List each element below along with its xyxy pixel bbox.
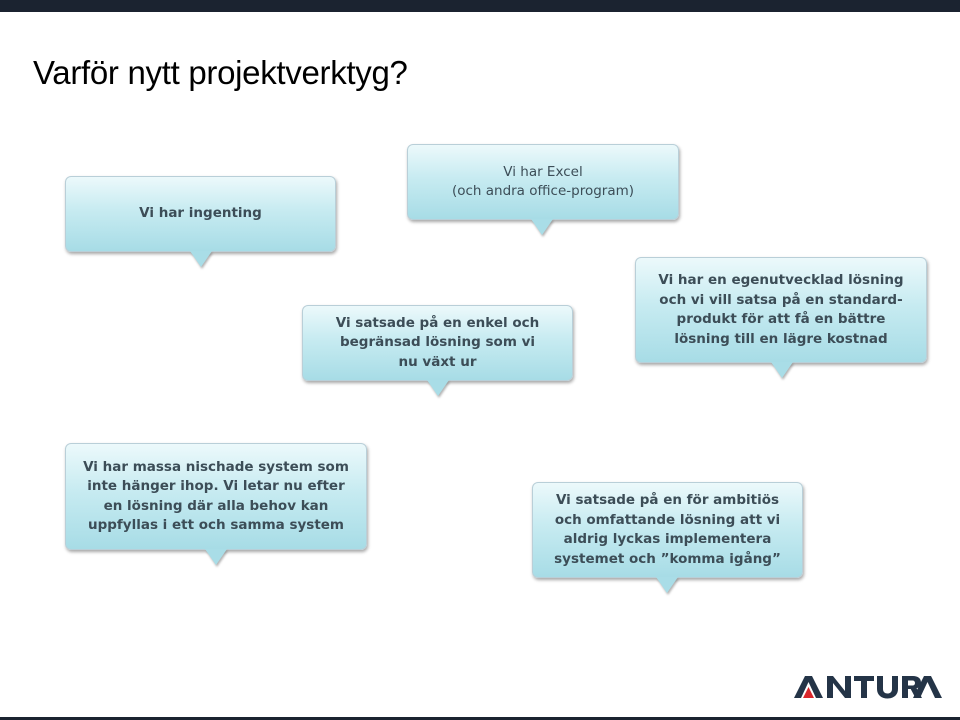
speech-bubble-ingenting xyxy=(65,176,336,252)
bubble-text: Vi satsade på en enkel och begränsad lösning som vi nu växt ur xyxy=(335,314,540,370)
speech-bubble-excel xyxy=(407,144,679,220)
speech-bubble-egenutvecklad xyxy=(635,257,927,363)
bubble-tail xyxy=(656,577,678,593)
top-bar xyxy=(0,0,960,12)
antura-logo xyxy=(792,672,942,702)
antura-logo-mark xyxy=(792,672,942,702)
bubble-text: Vi har massa nischade system som inte hänger ihop. Vi letar nu efter en lösning där alla behov kan uppfyllas i ett och samma system xyxy=(83,458,349,533)
bubble-tail xyxy=(531,219,553,235)
bubble-tail xyxy=(427,380,449,396)
bubble-tail xyxy=(771,362,793,378)
bubble-tail xyxy=(205,549,227,565)
slide-title: Varför nytt projektverktyg? xyxy=(33,54,408,91)
speech-bubble-nischade xyxy=(65,443,367,550)
bubble-text: Vi satsade på en för ambitiös och omfattande lösning att vi aldrig lyckas implementera systemet och ”komma igång” xyxy=(554,492,781,567)
bubble-text: Vi har en egenutvecklad lösning och vi vill satsa på en standard- produkt för att få en bättre lösning till en lägre kostnad xyxy=(658,272,904,347)
speech-bubble-enkel xyxy=(302,305,573,381)
bubble-text: Vi har Excel (och andra office-program) xyxy=(451,163,635,199)
bubble-tail xyxy=(190,251,212,267)
speech-bubble-ambitios xyxy=(532,482,803,578)
bubble-text: Vi har ingenting xyxy=(139,205,262,222)
